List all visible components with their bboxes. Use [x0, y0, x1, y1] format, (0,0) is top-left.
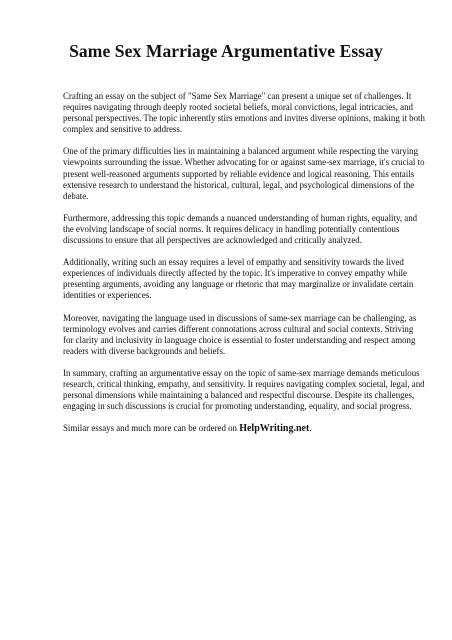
paragraph-2: One of the primary difficulties lies in maintaining a balanced argument while respecting the varying viewpoints surrounding the issue. Whether advocating for or against same-sex marriage, it's crucial to present well-reasoned arguments supported by reliable evidence and logical reasoning. This entails extensive research to understand the historical, cultural, legal, and psychological dimensions of the debate.	[63, 146, 425, 201]
page-title: Same Sex Marriage Argumentative Essay	[69, 41, 383, 61]
paragraph-6: In summary, crafting an argumentative essay on the topic of same-sex marriage demands meticulous research, critical thinking, empathy, and sensitivity. It requires navigating complex societal, legal, and personal dimensions while maintaining a balanced and respectful discourse. Despite its challenges, engaging in such discussions is crucial for promoting understanding, equality, and social progress.	[63, 367, 425, 412]
paragraph-3: Furthermore, addressing this topic demands a nuanced understanding of human rights, equality, and the evolving landscape of social norms. It requires delicacy in handling potentially contentious discussions to ensure that all perspectives are acknowledged and critically analyzed.	[63, 212, 418, 246]
footer-note	[63, 423, 422, 434]
paragraph-1: Crafting an essay on the subject of "Same Sex Marriage" can present a unique set of challenges. It requires navigating through deeply rooted societal beliefs, moral convictions, legal intricacies, and personal perspectives. The topic inherently stirs emotions and invites diverse opinions, making it both complex and sensitive to address.	[63, 91, 425, 135]
footer-end: .	[309, 423, 312, 434]
paragraph-5: Moreover, navigating the language used in discussions of same-sex marriage can be challenging, as terminology evolves and carries different connotations across cultural and social contexts. Striving for clarity and inclusivity in language choice is essential to foster understanding and respect among readers with diverse backgrounds and beliefs.	[63, 312, 417, 356]
paragraph-4: Additionally, writing such an essay requires a level of empathy and sensitivity towards the lived experiences of individuals directly affected by the topic. It's imperative to convey empathy while presenting arguments, avoiding any language or rhetoric that may marginalize or invalidate certain identities or experiences.	[63, 257, 414, 301]
helpwriting-link[interactable]: HelpWriting.net	[239, 423, 310, 435]
footer-text: Similar essays and much more can be ordered on	[63, 423, 240, 434]
